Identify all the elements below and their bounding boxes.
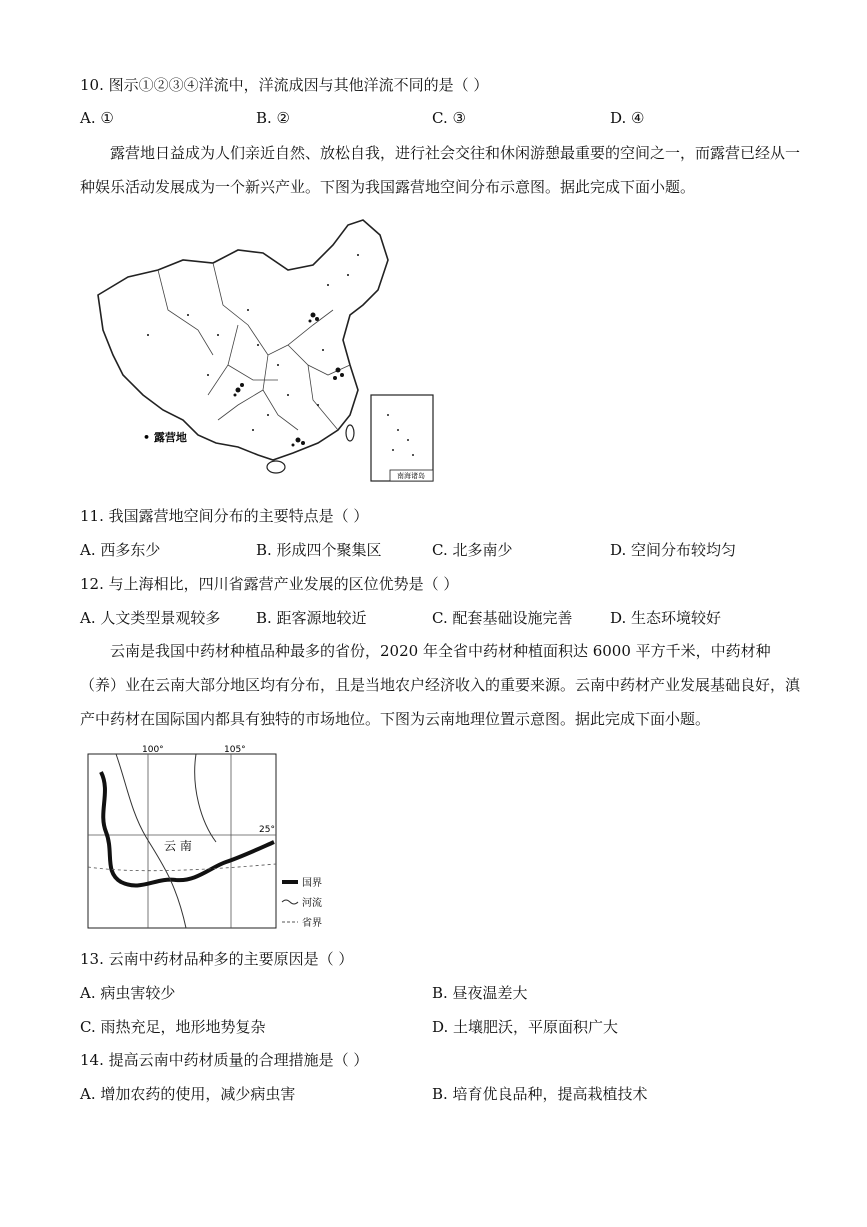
q10-option-d: D. ④	[610, 109, 645, 127]
q11-option-d: D. 空间分布较均匀	[610, 541, 737, 559]
q13-stem: 13. 云南中药材品种多的主要原因是（ ）	[80, 950, 354, 968]
q12-option-b: B. 距客源地较近	[256, 609, 367, 627]
lon-100-label: 100°	[142, 745, 164, 755]
q11-stem: 11. 我国露营地空间分布的主要特点是（ ）	[80, 507, 369, 525]
map-legend-camp: • 露营地	[143, 431, 187, 444]
q10-option-b: B. ②	[256, 109, 291, 127]
q10-option-c: C. ③	[432, 109, 466, 127]
lon-105-label: 105°	[224, 745, 246, 755]
q10-option-a: A. ①	[80, 109, 114, 127]
q10-stem: 10. 图示①②③④洋流中，洋流成因与其他洋流不同的是（ ）	[80, 76, 489, 94]
q11-option-a: A. 西多东少	[80, 541, 161, 559]
legend-river: 河流	[302, 898, 322, 909]
q12-option-d: D. 生态环境较好	[610, 609, 722, 627]
q13-option-d: D. 土壤肥沃，平原面积广大	[432, 1018, 619, 1036]
q13-option-b: B. 昼夜温差大	[432, 984, 528, 1002]
legend-border: 国界	[302, 878, 322, 889]
yunnan-label: 云 南	[164, 839, 192, 853]
q11-option-b: B. 形成四个聚集区	[256, 541, 382, 559]
china-camping-map	[88, 215, 438, 485]
passage-camping: 露营地日益成为人们亲近自然、放松自我，进行社会交往和休闲游憩最重要的空间之一，而露营已经从一种娱乐活动发展成为一个新兴产业。下图为我国露营地空间分布示意图。据此完成下面小题。	[80, 144, 801, 196]
legend-province: 省界	[302, 918, 322, 929]
q14-option-b: B. 培育优良品种，提高栽植技术	[432, 1085, 648, 1103]
lat-25-label: 25°	[259, 825, 275, 835]
q13-option-c: C. 雨热充足，地形地势复杂	[80, 1018, 266, 1036]
q12-option-a: A. 人文类型景观较多	[80, 609, 221, 627]
passage-yunnan: 云南是我国中药材种植品种最多的省份，2020 年全省中药材种植面积达 6000 平方千米，中药材种（养）业在云南大部分地区均有分布，且是当地农户经济收入的重要来源。云南中药材产业发展基础良好，滇产中药材在国际国内都具有独特的市场地位。下图为云南地理位置示意图。据此完成下面小题。	[80, 642, 801, 728]
q14-option-a: A. 增加农药的使用，减少病虫害	[80, 1085, 296, 1103]
inset-label: 南海诸岛	[397, 472, 425, 480]
q14-stem: 14. 提高云南中药材质量的合理措施是（ ）	[80, 1051, 369, 1069]
q13-option-a: A. 病虫害较少	[80, 984, 176, 1002]
q11-option-c: C. 北多南少	[432, 541, 513, 559]
q12-stem: 12. 与上海相比，四川省露营产业发展的区位优势是（ ）	[80, 575, 459, 593]
q12-option-c: C. 配套基础设施完善	[432, 609, 573, 627]
yunnan-map	[86, 742, 336, 932]
